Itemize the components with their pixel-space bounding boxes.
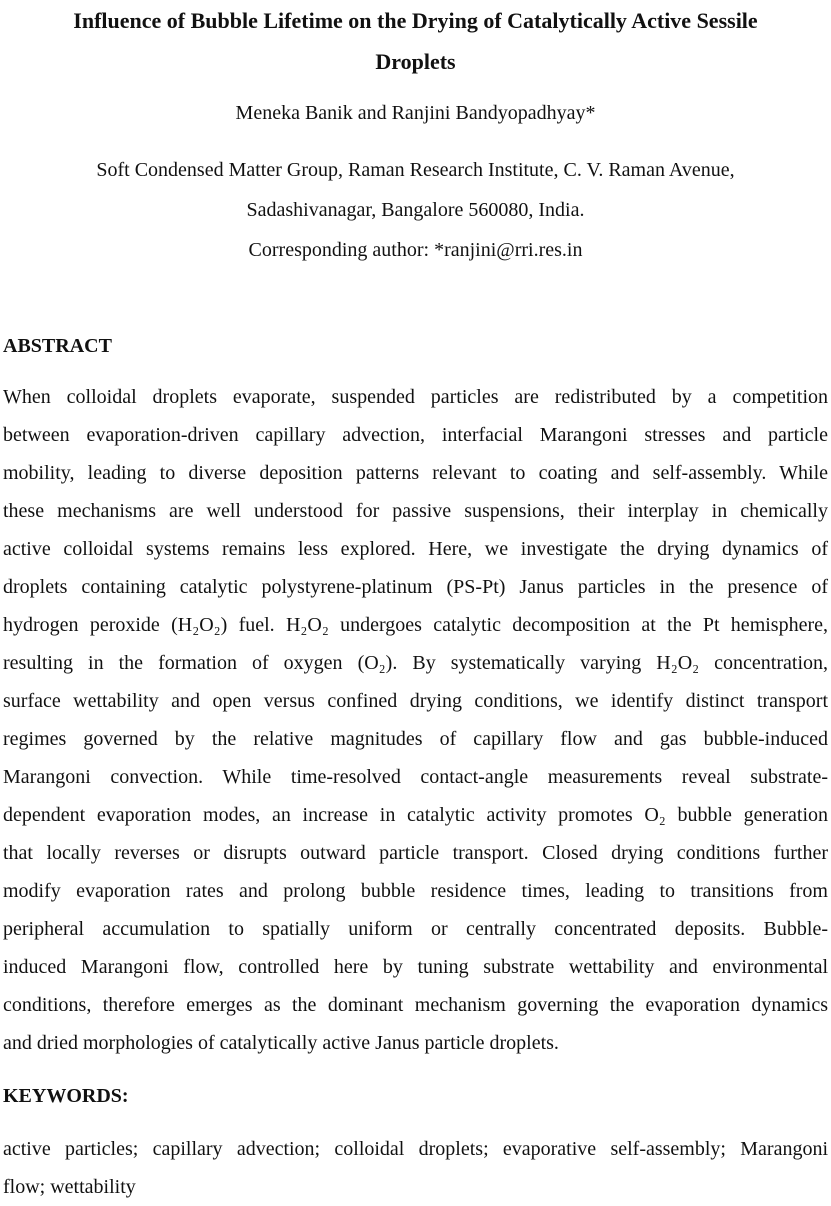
abstract-line: induced Marangoni flow, controlled here by tuning substrate wettability and environmental xyxy=(3,956,828,978)
abstract-line: between evaporation-driven capillary advection, interfacial Marangoni stresses and particle xyxy=(3,424,828,446)
abstract-heading: ABSTRACT xyxy=(3,335,112,357)
abstract-line: regimes governed by the relative magnitudes of capillary flow and gas bubble-induced xyxy=(3,728,828,750)
abstract-line: and dried morphologies of catalytically active Janus particle droplets. xyxy=(3,1032,559,1054)
corresponding-author: Corresponding author: *ranjini@rri.res.in xyxy=(248,239,583,261)
abstract-line: Marangoni convection. While time-resolved contact-angle measurements reveal substrate- xyxy=(3,766,828,788)
abstract-line: modify evaporation rates and prolong bubble residence times, leading to transitions from xyxy=(3,880,828,902)
keywords-heading: KEYWORDS: xyxy=(3,1085,129,1107)
affiliation-line-1: Soft Condensed Matter Group, Raman Research Institute, C. V. Raman Avenue, xyxy=(96,159,735,181)
keywords-line: flow; wettability xyxy=(3,1176,136,1198)
abstract-line: peripheral accumulation to spatially uniform or centrally concentrated deposits. Bubble- xyxy=(3,918,828,940)
abstract-line: active colloidal systems remains less explored. Here, we investigate the drying dynamics of xyxy=(3,538,828,560)
abstract-line: hydrogen peroxide (H₂O₂) fuel. H₂O₂ undergoes catalytic decomposition at the Pt hemisphere, xyxy=(3,614,828,636)
abstract-line: these mechanisms are well understood for passive suspensions, their interplay in chemically xyxy=(3,500,828,522)
paper-title-line-1: Influence of Bubble Lifetime on the Drying of Catalytically Active Sessile xyxy=(73,8,758,33)
paper-title xyxy=(0,0,831,82)
abstract-line: When colloidal droplets evaporate, suspended particles are redistributed by a competition xyxy=(3,386,828,408)
abstract-line: mobility, leading to diverse deposition patterns relevant to coating and self-assembly. While xyxy=(3,462,828,484)
abstract-line: dependent evaporation modes, an increase in catalytic activity promotes O₂ bubble generation xyxy=(3,804,828,826)
keywords-line: active particles; capillary advection; colloidal droplets; evaporative self-assembly; Marangoni xyxy=(3,1138,828,1160)
abstract-line: conditions, therefore emerges as the dominant mechanism governing the evaporation dynamics xyxy=(3,994,828,1016)
author-list: Meneka Banik and Ranjini Bandyopadhyay* xyxy=(235,102,596,124)
abstract-line: resulting in the formation of oxygen (O₂). By systematically varying H₂O₂ concentration, xyxy=(3,652,828,674)
keywords-body xyxy=(3,1130,828,1206)
abstract-line: droplets containing catalytic polystyrene-platinum (PS-Pt) Janus particles in the presence of xyxy=(3,576,828,598)
abstract-line: that locally reverses or disrupts outward particle transport. Closed drying conditions further xyxy=(3,842,828,864)
affiliation xyxy=(0,150,831,230)
affiliation-line-2: Sadashivanagar, Bangalore 560080, India. xyxy=(246,199,585,221)
paper-title-line-2: Droplets xyxy=(375,49,456,74)
abstract-body xyxy=(3,378,828,1062)
abstract-line: surface wettability and open versus confined drying conditions, we identify distinct transport xyxy=(3,690,828,712)
